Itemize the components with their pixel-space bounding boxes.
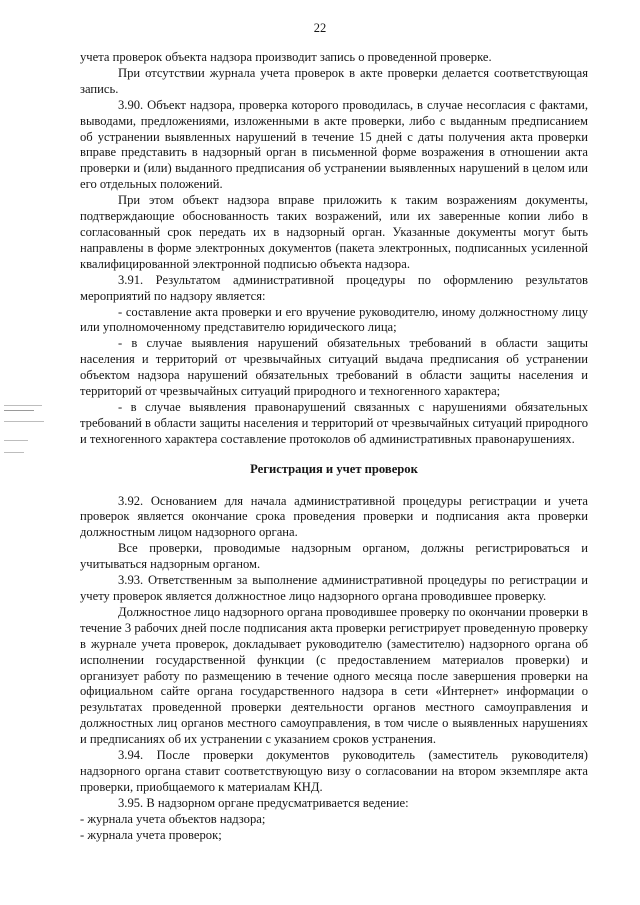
list-item: - в случае выявления правонарушений связанных с нарушениями обязательных требований в области защиты населения и территорий от чрезвычайных ситуаций природного и техногенного характера составление протоколов об административных правонарушениях.	[80, 399, 588, 446]
list-item: - журнала учета проверок;	[80, 827, 222, 842]
paragraph: При отсутствии журнала учета проверок в акте проверки делается соответствующая запись.	[80, 65, 588, 96]
paragraph: 3.94. После проверки документов руководитель (заместитель руководителя) надзорного органа ставит соответствующую визу о согласовании на втором экземпляре акта проверки, приобщаемого к материалам КНД.	[80, 748, 588, 794]
paragraph: 3.90. Объект надзора, проверка которого проводилась, в случае несогласия с фактами, выводами, предложениями, изложенными в акте проверки, либо с выданным предписанием об устранении выявленных нарушений в течение 15 дней с даты получения акта проверки вправе представить в надзорный орган в письменной форме возражения в отношении акта проверки и (или) выданного предписания об устранении выявленных нарушений в целом или его отдельных положений.	[80, 97, 588, 192]
scan-artifact	[4, 421, 44, 422]
paragraph: 3.93. Ответственным за выполнение административной процедуры по регистрации и учету проверок является должностное лицо надзорного органа проводившее проверку.	[80, 573, 588, 603]
page-number: 22	[313, 21, 327, 35]
paragraph: При этом объект надзора вправе приложить к таким возражениям документы, подтверждающие обоснованность таких возражений, или их заверенные копии либо в согласованный срок передать их в надзорный орган. Указанные документы могут быть направлены в форме электронных документов (пакета электронных, подписанных усиленной квалифицированной электронной подписью объекта надзора.	[80, 193, 588, 271]
list-item: - журнала учета объектов надзора;	[80, 811, 266, 826]
scan-artifact	[4, 405, 42, 406]
section-heading: Регистрация и учет проверок	[250, 461, 418, 476]
paragraph: Все проверки, проводимые надзорным органом, должны регистрироваться и учитываться надзорным органом.	[80, 541, 588, 572]
paragraph: 3.92. Основанием для начала административной процедуры регистрации и учета проверок является окончание срока проведения проверки и подписания акта проверки должностным лицом надзорного органа.	[80, 493, 588, 540]
scan-artifact	[4, 410, 34, 411]
document-body	[80, 50, 588, 844]
paragraph: 3.91. Результатом административной процедуры по оформлению результатов мероприятий по надзору является:	[80, 272, 588, 303]
paragraph: 3.95. В надзорном органе предусматривается ведение:	[118, 795, 409, 810]
paragraph: учета проверок объекта надзора производит запись о проведенной проверке.	[80, 50, 492, 64]
paragraph: Должностное лицо надзорного органа проводившее проверку по окончании проверки в течение 3 рабочих дней после подписания акта проверки регистрирует проведенную проверку в журнале учета проверок, докладывает руководителю (заместителю) надзорного органа об исполнении государственной функции (с предоставлением материалов проверки) и организует работу по размещению в течение одного месяца после завершения проверки на официальном сайте органа государственного надзора в сети «Интернет» информации о результатах проведенной проверки деятельности органов местного самоуправления и должностных лиц органов местного самоуправления, в том числе о выявленных нарушениях и предписаниях об их устранении с указанием сроков устранения.	[80, 604, 588, 747]
scan-artifact	[4, 452, 24, 453]
scan-artifact	[4, 440, 28, 441]
list-item: - в случае выявления нарушений обязательных требований в области защиты населения и территорий от чрезвычайных ситуаций выдача предписания об устранении объектом надзора нарушений обязательных требований в области защиты населения и территорий от чрезвычайных ситуаций природного и техногенного характера;	[80, 336, 588, 399]
list-item: - составление акта проверки и его вручение руководителю, иному должностному лицу или уполномоченному представителю юридического лица;	[80, 304, 588, 335]
